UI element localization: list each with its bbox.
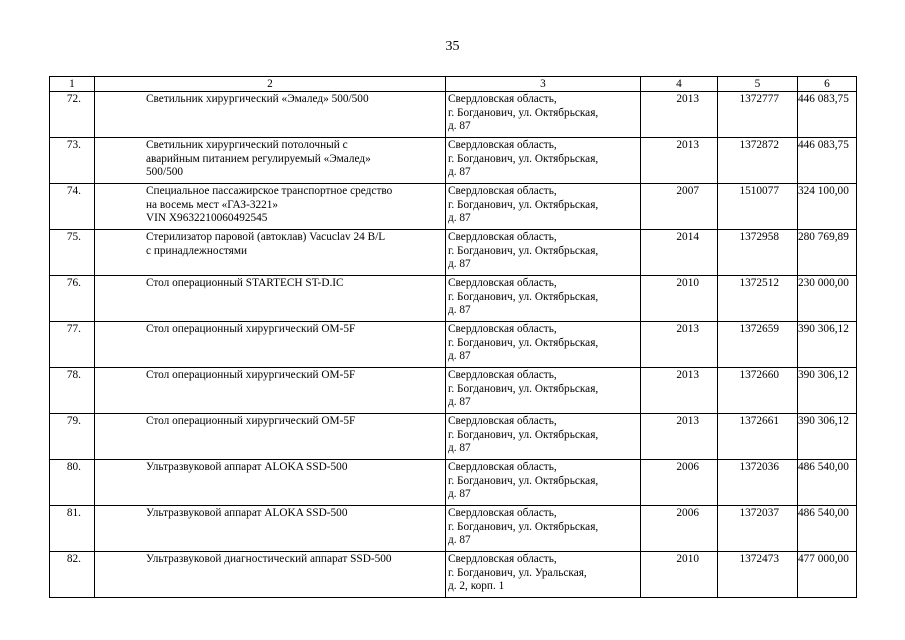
year-cell: 2013 [641, 368, 718, 414]
item-name-cell-line: с принадлежностями [146, 244, 248, 257]
year-cell: 2007 [641, 184, 718, 230]
item-name-cell-line: Светильник хирургический «Эмалед» 500/500 [146, 93, 369, 105]
year-cell: 2013 [641, 92, 718, 138]
table-row [50, 92, 857, 138]
item-name-cell-line: Стерилизатор паровой (автоклав) Vacuclav 24 B/L [146, 231, 386, 243]
inventory-number-cell: 1372512 [718, 276, 798, 322]
address-cell-line: Свердловская область, [448, 93, 557, 105]
item-name-cell-line: VIN X9632210060492545 [146, 212, 268, 225]
item-name-cell [95, 460, 446, 506]
row-number-cell: 75. [50, 230, 95, 276]
value-cell: 446 083,75 [798, 92, 857, 138]
address-cell [446, 460, 641, 506]
row-number-cell: 74. [50, 184, 95, 230]
row-number-cell: 73. [50, 138, 95, 184]
item-name-cell [95, 138, 446, 184]
item-name-cell-line: Стол операционный хирургический OM-5F [146, 369, 356, 381]
item-name-cell [95, 506, 446, 552]
row-number-cell: 72. [50, 92, 95, 138]
value-cell: 446 083,75 [798, 138, 857, 184]
table-row [50, 552, 857, 598]
address-cell-line: д. 87 [448, 212, 471, 225]
address-cell [446, 322, 641, 368]
value-cell: 390 306,12 [798, 322, 857, 368]
address-cell-line: г. Богданович, ул. Октябрьская, [448, 474, 599, 487]
address-cell-line: Свердловская область, [448, 507, 557, 519]
table-row [50, 276, 857, 322]
property-table [49, 76, 857, 598]
year-cell: 2006 [641, 506, 718, 552]
inventory-number-cell: 1372659 [718, 322, 798, 368]
address-cell-line: г. Богданович, ул. Октябрьская, [448, 428, 599, 441]
address-cell-line: г. Богданович, ул. Октябрьская, [448, 290, 599, 303]
table-header-row [50, 77, 857, 92]
inventory-number-cell: 1372958 [718, 230, 798, 276]
address-cell [446, 368, 641, 414]
address-cell [446, 230, 641, 276]
address-cell-line: Свердловская область, [448, 185, 557, 197]
inventory-number-cell: 1372661 [718, 414, 798, 460]
inventory-number-cell: 1372660 [718, 368, 798, 414]
year-cell: 2010 [641, 552, 718, 598]
item-name-cell-line: Ультразвуковой аппарат ALOKA SSD-500 [146, 461, 348, 473]
item-name-cell [95, 184, 446, 230]
table-row [50, 506, 857, 552]
address-cell-line: г. Богданович, ул. Октябрьская, [448, 520, 599, 533]
inventory-number-cell: 1372036 [718, 460, 798, 506]
row-number-cell: 81. [50, 506, 95, 552]
address-cell [446, 552, 641, 598]
address-cell-line: Свердловская область, [448, 461, 557, 473]
inventory-number-cell: 1510077 [718, 184, 798, 230]
address-cell-line: д. 87 [448, 258, 471, 271]
table-row [50, 368, 857, 414]
value-cell: 486 540,00 [798, 460, 857, 506]
item-name-cell-line: Ультразвуковой диагностический аппарат SSD-500 [146, 553, 392, 565]
item-name-cell-line: 500/500 [146, 166, 184, 179]
column-header: 3 [446, 77, 641, 92]
address-cell-line: Свердловская область, [448, 415, 557, 427]
row-number-cell: 78. [50, 368, 95, 414]
address-cell-line: д. 87 [448, 304, 471, 317]
address-cell-line: Свердловская область, [448, 323, 557, 335]
address-cell-line: г. Богданович, ул. Октябрьская, [448, 198, 599, 211]
address-cell-line: Свердловская область, [448, 277, 557, 289]
address-cell-line: д. 87 [448, 488, 471, 501]
address-cell-line: д. 2, корп. 1 [448, 580, 505, 593]
address-cell-line: г. Богданович, ул. Уральская, [448, 566, 587, 579]
address-cell [446, 414, 641, 460]
column-header: 5 [718, 77, 798, 92]
address-cell-line: Свердловская область, [448, 231, 557, 243]
item-name-cell-line: на восемь мест «ГАЗ-3221» [146, 198, 279, 211]
address-cell-line: д. 87 [448, 534, 471, 547]
address-cell [446, 506, 641, 552]
value-cell: 390 306,12 [798, 368, 857, 414]
address-cell [446, 184, 641, 230]
address-cell-line: г. Богданович, ул. Октябрьская, [448, 336, 599, 349]
value-cell: 477 000,00 [798, 552, 857, 598]
address-cell-line: г. Богданович, ул. Октябрьская, [448, 106, 599, 119]
inventory-number-cell: 1372473 [718, 552, 798, 598]
year-cell: 2013 [641, 322, 718, 368]
page-number: 35 [445, 39, 460, 54]
column-header: 6 [798, 77, 857, 92]
table-row [50, 184, 857, 230]
address-cell [446, 276, 641, 322]
year-cell: 2010 [641, 276, 718, 322]
row-number-cell: 80. [50, 460, 95, 506]
address-cell-line: г. Богданович, ул. Октябрьская, [448, 152, 599, 165]
table-row [50, 322, 857, 368]
item-name-cell-line: Специальное пассажирское транспортное средство [146, 185, 393, 197]
column-header: 1 [50, 77, 95, 92]
year-cell: 2006 [641, 460, 718, 506]
value-cell: 280 769,89 [798, 230, 857, 276]
item-name-cell-line: Стол операционный хирургический OM-5F [146, 415, 356, 427]
item-name-cell-line: аварийным питанием регулируемый «Эмалед» [146, 152, 371, 165]
row-number-cell: 82. [50, 552, 95, 598]
year-cell: 2013 [641, 138, 718, 184]
table-row [50, 138, 857, 184]
item-name-cell-line: Светильник хирургический потолочный с [146, 139, 348, 151]
item-name-cell [95, 414, 446, 460]
row-number-cell: 76. [50, 276, 95, 322]
address-cell [446, 92, 641, 138]
value-cell: 230 000,00 [798, 276, 857, 322]
inventory-number-cell: 1372777 [718, 92, 798, 138]
year-cell: 2014 [641, 230, 718, 276]
row-number-cell: 79. [50, 414, 95, 460]
address-cell-line: Свердловская область, [448, 139, 557, 151]
item-name-cell-line: Стол операционный STARTECH ST-D.IC [146, 277, 344, 289]
inventory-number-cell: 1372037 [718, 506, 798, 552]
address-cell-line: Свердловская область, [448, 553, 557, 565]
inventory-number-cell: 1372872 [718, 138, 798, 184]
item-name-cell [95, 552, 446, 598]
value-cell: 486 540,00 [798, 506, 857, 552]
item-name-cell [95, 368, 446, 414]
address-cell-line: д. 87 [448, 350, 471, 363]
address-cell-line: д. 87 [448, 396, 471, 409]
item-name-cell [95, 230, 446, 276]
item-name-cell-line: Ультразвуковой аппарат ALOKA SSD-500 [146, 507, 348, 519]
table-row [50, 230, 857, 276]
item-name-cell [95, 276, 446, 322]
table-row [50, 414, 857, 460]
address-cell-line: д. 87 [448, 120, 471, 133]
value-cell: 390 306,12 [798, 414, 857, 460]
year-cell: 2013 [641, 414, 718, 460]
address-cell-line: г. Богданович, ул. Октябрьская, [448, 382, 599, 395]
row-number-cell: 77. [50, 322, 95, 368]
item-name-cell [95, 322, 446, 368]
column-header: 4 [641, 77, 718, 92]
item-name-cell-line: Стол операционный хирургический OM-5F [146, 323, 356, 335]
address-cell-line: Свердловская область, [448, 369, 557, 381]
table-row [50, 460, 857, 506]
address-cell-line: д. 87 [448, 166, 471, 179]
value-cell: 324 100,00 [798, 184, 857, 230]
address-cell-line: д. 87 [448, 442, 471, 455]
column-header: 2 [95, 77, 446, 92]
item-name-cell [95, 92, 446, 138]
address-cell-line: г. Богданович, ул. Октябрьская, [448, 244, 599, 257]
address-cell [446, 138, 641, 184]
